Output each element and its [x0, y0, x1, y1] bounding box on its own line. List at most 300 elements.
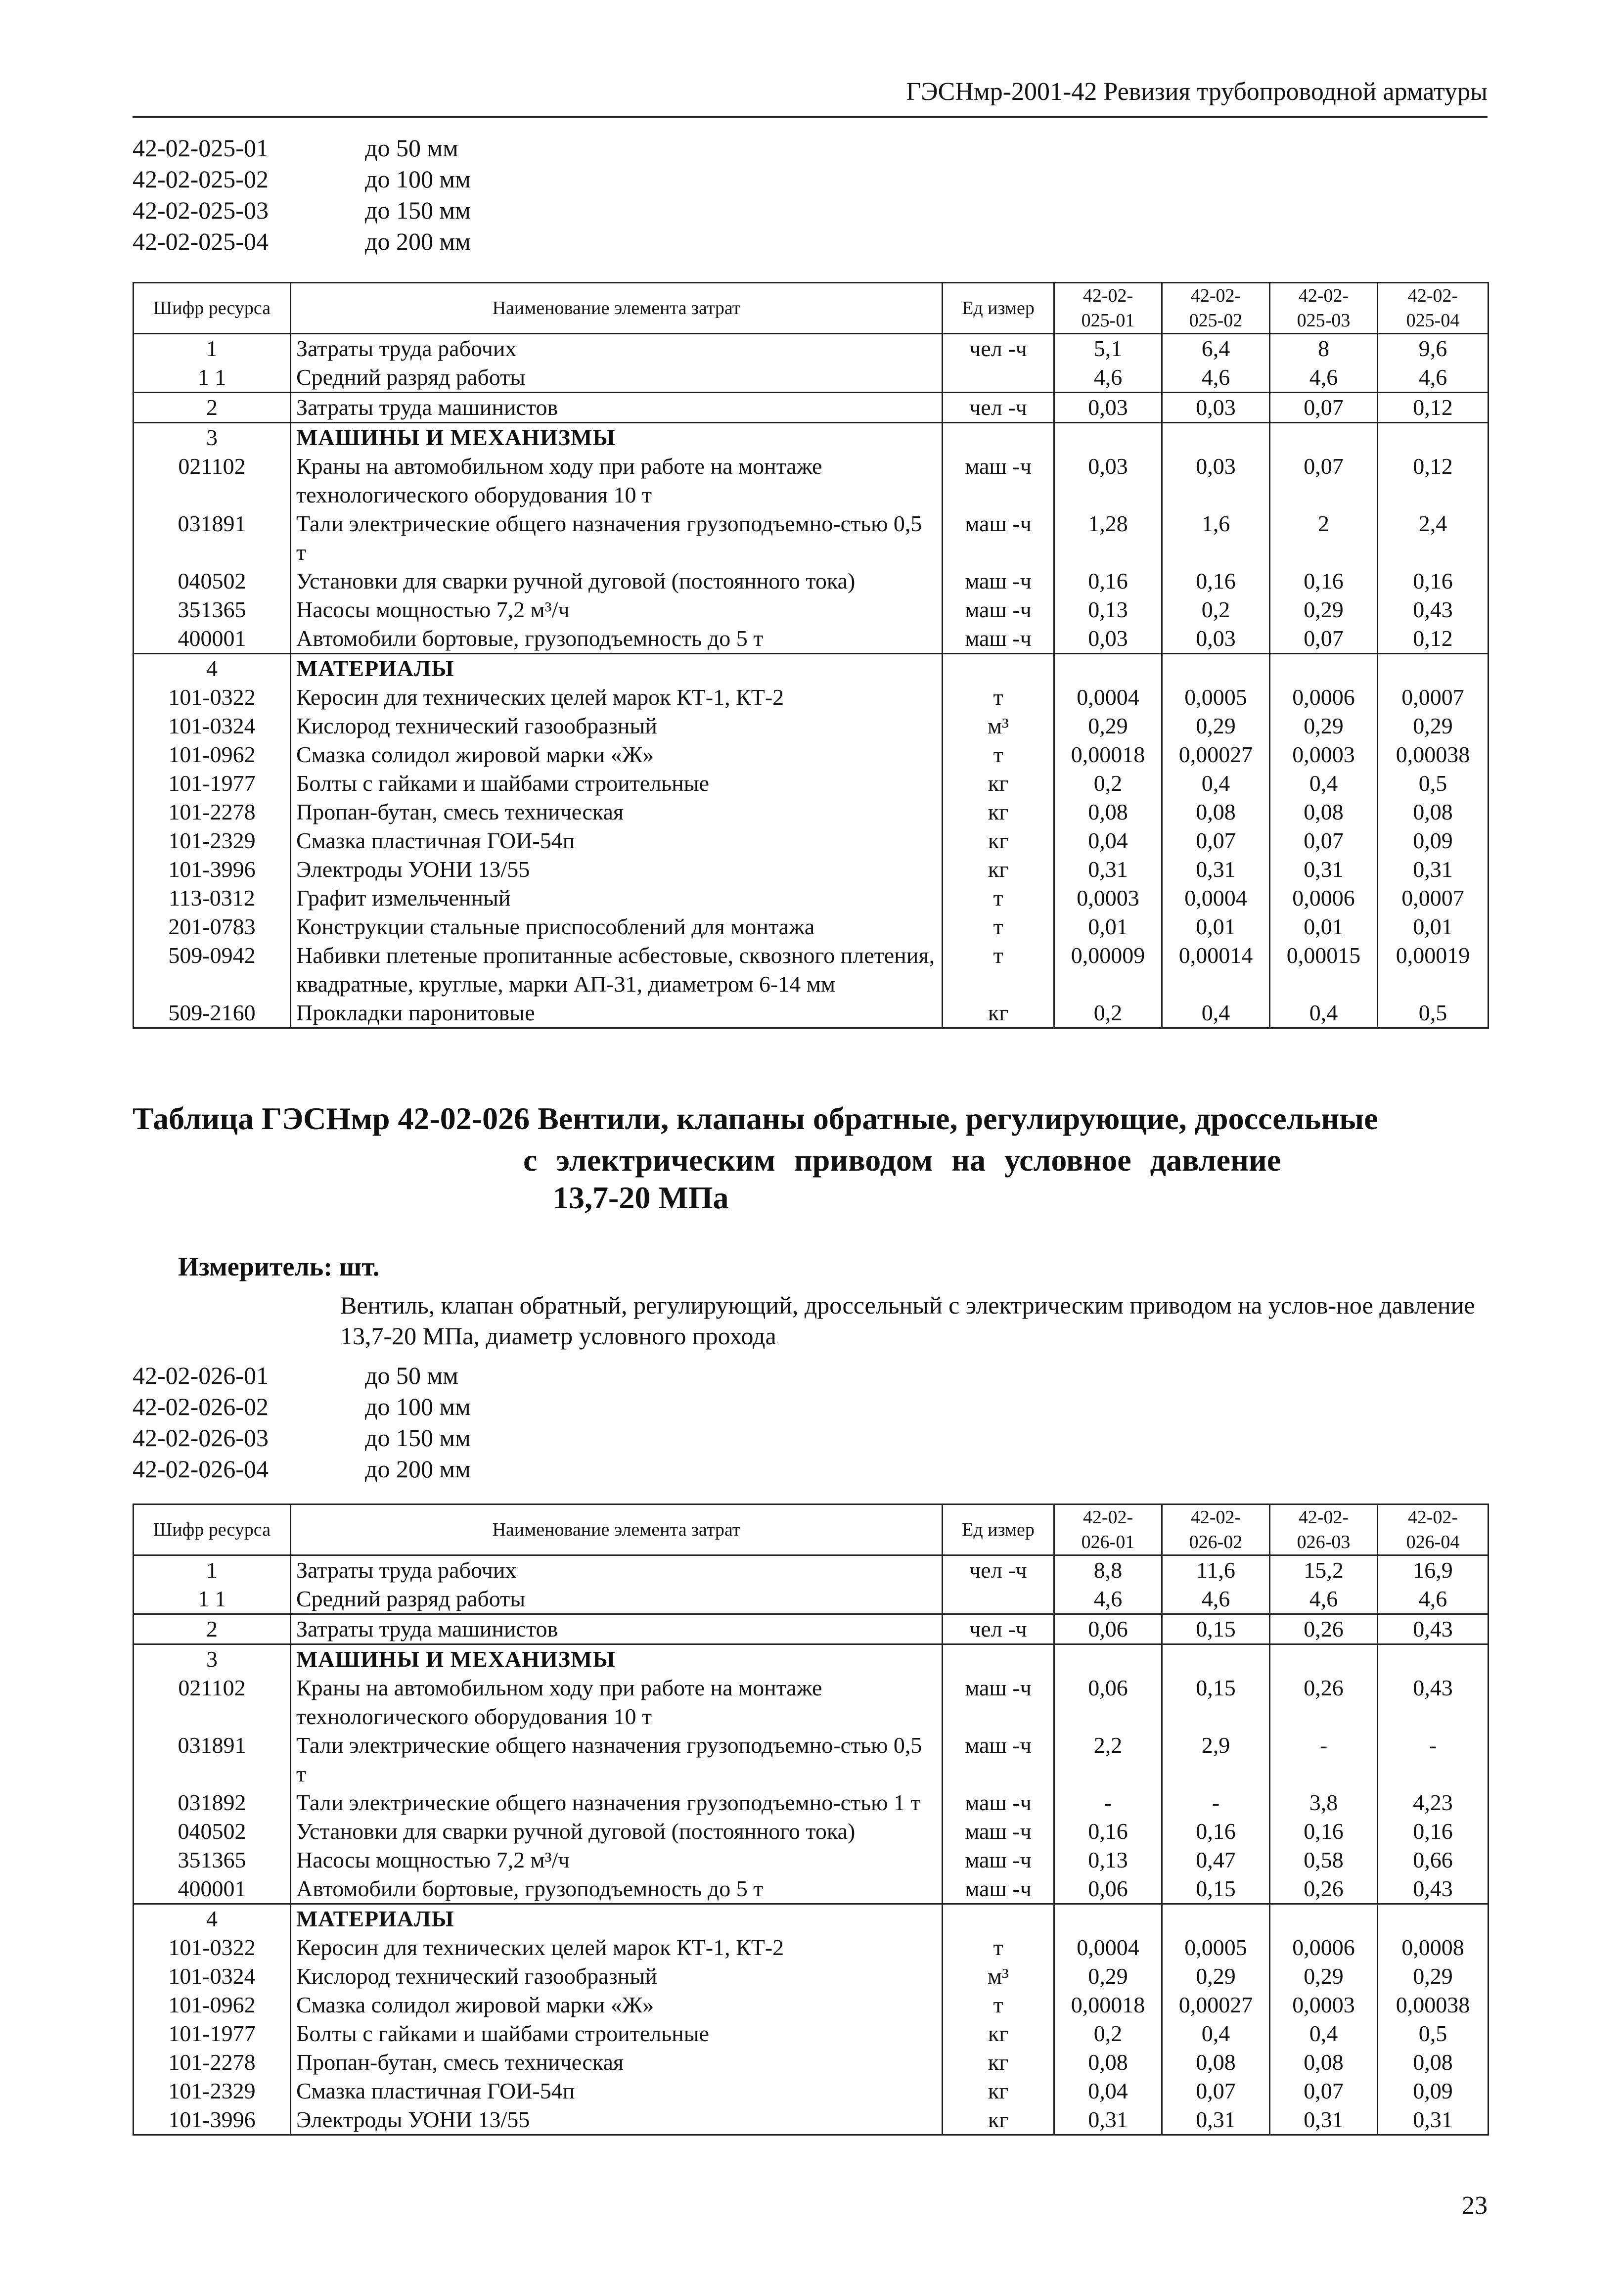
resource-value: 0,03 [1162, 452, 1270, 509]
resource-value: 0,29 [1162, 712, 1270, 740]
resource-unit: маш -ч [943, 567, 1054, 595]
resource-value [1054, 1644, 1162, 1674]
resource-value: 0,01 [1054, 912, 1162, 941]
resource-code: 351365 [134, 1846, 291, 1874]
page-header [133, 74, 1488, 118]
resource-value: 0,43 [1378, 1874, 1489, 1904]
resource-name: Средний разряд работы [291, 1585, 943, 1614]
resource-code: 101-2329 [134, 826, 291, 855]
resource-value: 16,9 [1378, 1555, 1489, 1585]
resource-code: 101-2278 [134, 2048, 291, 2077]
resource-value: 0,29 [1270, 595, 1378, 624]
resource-unit: т [943, 884, 1054, 912]
resource-value: 0,01 [1162, 912, 1270, 941]
resource-value: 4,6 [1270, 363, 1378, 393]
resource-name: Пропан-бутан, смесь техническая [291, 2048, 943, 2077]
resource-code: 031891 [134, 1731, 291, 1788]
resource-value: 0,00038 [1378, 740, 1489, 769]
resource-value: - [1270, 1731, 1378, 1788]
resource-value: 8,8 [1054, 1555, 1162, 1585]
resource-code: 101-3996 [134, 2105, 291, 2135]
resource-unit: кг [943, 798, 1054, 826]
resource-code: 509-2160 [134, 999, 291, 1028]
resource-value: 0,15 [1162, 1614, 1270, 1644]
resource-value: 0,08 [1270, 798, 1378, 826]
resource-name: Прокладки паронитовые [291, 999, 943, 1028]
resource-code: 3 [134, 1644, 291, 1674]
resource-code: 101-0322 [134, 1933, 291, 1962]
resource-value: 4,23 [1378, 1788, 1489, 1817]
column-header: Шифр ресурса [134, 283, 291, 334]
resource-code: 4 [134, 654, 291, 684]
resource-code: 021102 [134, 452, 291, 509]
resource-value: 0,0006 [1270, 884, 1378, 912]
resource-name: Смазка солидол жировой марки «Ж» [291, 1991, 943, 2019]
resource-unit: т [943, 1991, 1054, 2019]
table-row [134, 1731, 1489, 1788]
resource-name: Кислород технический газообразный [291, 712, 943, 740]
resource-value: - [1054, 1788, 1162, 1817]
resource-code: 2 [134, 1614, 291, 1644]
resource-value: 0,09 [1378, 2077, 1489, 2105]
resource-name: Набивки плетеные пропитанные асбестовые, сквозного плетения, квадратные, круглые, марки АП-31, диаметром 6-14 мм [291, 941, 943, 999]
meter-label: Измеритель: шт. [178, 1252, 380, 1281]
resource-value: 0,03 [1054, 393, 1162, 423]
variant-code: 42-02-026-04 [133, 1455, 269, 1483]
resource-value: 0,31 [1378, 2105, 1489, 2135]
resource-value: 0,31 [1378, 855, 1489, 884]
resource-name: Керосин для технических целей марок КТ-1, КТ-2 [291, 1933, 943, 1962]
resource-value: 0,03 [1162, 393, 1270, 423]
resource-value: 0,07 [1270, 826, 1378, 855]
resource-unit [943, 363, 1054, 393]
column-header: 42-02- 026-03 [1270, 1504, 1378, 1555]
table-row [134, 912, 1489, 941]
resource-name: Краны на автомобильном ходу при работе на монтаже технологического оборудования 10 т [291, 452, 943, 509]
resource-value: 0,47 [1162, 1846, 1270, 1874]
table-row [134, 393, 1489, 423]
section-row [134, 423, 1489, 453]
resource-code: 101-1977 [134, 2019, 291, 2048]
resource-name: Затраты труда машинистов [291, 393, 943, 423]
resource-code: 101-2329 [134, 2077, 291, 2105]
resource-value: 2,9 [1162, 1731, 1270, 1788]
resource-name: МАТЕРИАЛЫ [291, 1904, 943, 1934]
resource-value: 0,16 [1054, 1817, 1162, 1846]
resource-value: 0,08 [1378, 2048, 1489, 2077]
table-row [134, 1962, 1489, 1991]
variant-code: 42-02-026-02 [133, 1393, 269, 1420]
table-row [134, 595, 1489, 624]
resource-code: 1 [134, 1555, 291, 1585]
resource-value [1378, 423, 1489, 453]
resource-value: 0,29 [1378, 1962, 1489, 1991]
resource-value: 0,08 [1378, 798, 1489, 826]
variant-code: 42-02-025-03 [133, 196, 269, 224]
resource-unit: маш -ч [943, 624, 1054, 654]
resource-name: Болты с гайками и шайбами строительные [291, 2019, 943, 2048]
resource-code: 509-0942 [134, 941, 291, 999]
column-header: Ед измер [943, 1504, 1054, 1555]
resource-value: 0,04 [1054, 2077, 1162, 2105]
table-row [134, 1674, 1489, 1731]
resource-value: 0,16 [1378, 1817, 1489, 1846]
resource-value: 9,6 [1378, 334, 1489, 364]
resource-unit: м³ [943, 712, 1054, 740]
table-header-row [134, 283, 1489, 334]
resource-value: 0,29 [1378, 712, 1489, 740]
resource-value: 0,0003 [1270, 740, 1378, 769]
table-row [134, 1933, 1489, 1962]
resource-unit: т [943, 941, 1054, 999]
resource-value: 0,12 [1378, 624, 1489, 654]
resource-value: 0,00009 [1054, 941, 1162, 999]
resource-value: 0,5 [1378, 2019, 1489, 2048]
resource-unit: кг [943, 769, 1054, 798]
resource-name: Керосин для технических целей марок КТ-1, КТ-2 [291, 683, 943, 712]
table-row [134, 826, 1489, 855]
resource-value: 0,08 [1054, 2048, 1162, 2077]
resource-value: 0,0005 [1162, 683, 1270, 712]
resource-value: 0,4 [1270, 999, 1378, 1028]
resource-value: 0,12 [1378, 452, 1489, 509]
resource-value: 0,04 [1054, 826, 1162, 855]
table-row [134, 2019, 1489, 2048]
resource-code: 031892 [134, 1788, 291, 1817]
resource-value: 0,16 [1270, 567, 1378, 595]
resource-value: 0,43 [1378, 1614, 1489, 1644]
table-row [134, 452, 1489, 509]
resource-unit: маш -ч [943, 1874, 1054, 1904]
resource-name: Графит измельченный [291, 884, 943, 912]
resource-value: 0,31 [1054, 2105, 1162, 2135]
resource-code: 1 [134, 334, 291, 364]
table2-title-line2: с электрическим приводом на условное давление [523, 1142, 1281, 1178]
table-row [134, 712, 1489, 740]
column-header: 42-02- 025-01 [1054, 283, 1162, 334]
table2-title-line3: 13,7-20 МПа [553, 1180, 729, 1215]
resource-name: Тали электрические общего назначения грузоподъемно-стью 1 т [291, 1788, 943, 1817]
resource-value: 6,4 [1162, 334, 1270, 364]
resource-code: 201-0783 [134, 912, 291, 941]
resource-unit: кг [943, 2048, 1054, 2077]
resource-value: 11,6 [1162, 1555, 1270, 1585]
table-row [134, 1614, 1489, 1644]
resource-code: 351365 [134, 595, 291, 624]
resource-value: 0,07 [1270, 2077, 1378, 2105]
resource-value: 0,2 [1054, 769, 1162, 798]
resource-value: 0,16 [1162, 1817, 1270, 1846]
resource-unit: т [943, 912, 1054, 941]
resource-value: 0,31 [1270, 2105, 1378, 2135]
table-row [134, 2105, 1489, 2135]
table-row [134, 683, 1489, 712]
resource-name: Электроды УОНИ 13/55 [291, 2105, 943, 2135]
resource-value: 0,31 [1162, 2105, 1270, 2135]
resource-name: Краны на автомобильном ходу при работе на монтаже технологического оборудования 10 т [291, 1674, 943, 1731]
resource-code: 101-3996 [134, 855, 291, 884]
table-row [134, 567, 1489, 595]
resource-value: 0,26 [1270, 1614, 1378, 1644]
resource-value: 15,2 [1270, 1555, 1378, 1585]
variant-code: 42-02-025-02 [133, 165, 269, 193]
table-row [134, 798, 1489, 826]
column-header: 42-02- 025-03 [1270, 283, 1378, 334]
resource-unit: кг [943, 999, 1054, 1028]
table-row [134, 855, 1489, 884]
resource-value: 0,08 [1162, 2048, 1270, 2077]
table-row [134, 509, 1489, 567]
resource-unit: маш -ч [943, 1846, 1054, 1874]
resource-value: 0,03 [1054, 624, 1162, 654]
table-row [134, 769, 1489, 798]
table-row [134, 941, 1489, 999]
table-row [134, 1585, 1489, 1614]
resource-value: 0,00038 [1378, 1991, 1489, 2019]
resource-code: 4 [134, 1904, 291, 1934]
resource-value: 0,07 [1270, 452, 1378, 509]
resource-unit: т [943, 1933, 1054, 1962]
column-header: Шифр ресурса [134, 1504, 291, 1555]
resource-value: 0,31 [1270, 855, 1378, 884]
resource-name: Конструкции стальные приспособлений для монтажа [291, 912, 943, 941]
resource-code: 040502 [134, 1817, 291, 1846]
resource-value [1162, 1904, 1270, 1934]
variant-desc: до 50 мм [365, 1362, 458, 1389]
resource-value: 0,03 [1054, 452, 1162, 509]
column-header: 42-02- 025-02 [1162, 283, 1270, 334]
variant-desc: до 200 мм [365, 1455, 471, 1483]
resource-value: 0,2 [1162, 595, 1270, 624]
resource-value [1054, 423, 1162, 453]
resource-value: 0,29 [1270, 1962, 1378, 1991]
resource-value: 0,00019 [1378, 941, 1489, 999]
resource-value: 0,00015 [1270, 941, 1378, 999]
resource-unit: кг [943, 855, 1054, 884]
resource-name: Пропан-бутан, смесь техническая [291, 798, 943, 826]
resource-unit [943, 423, 1054, 453]
resource-name: Тали электрические общего назначения грузоподъемно-стью 0,5 т [291, 509, 943, 567]
resource-value [1162, 423, 1270, 453]
resource-table-2 [133, 1504, 1489, 2136]
table-row [134, 2048, 1489, 2077]
resource-value [1270, 1644, 1378, 1674]
column-header: Наименование элемента затрат [291, 283, 943, 334]
resource-value: 4,6 [1162, 1585, 1270, 1614]
resource-value: 0,16 [1162, 567, 1270, 595]
table-row [134, 1991, 1489, 2019]
resource-unit: чел -ч [943, 393, 1054, 423]
resource-name: Электроды УОНИ 13/55 [291, 855, 943, 884]
resource-name: Затраты труда машинистов [291, 1614, 943, 1644]
resource-unit: маш -ч [943, 509, 1054, 567]
resource-value: 4,6 [1270, 1585, 1378, 1614]
resource-unit: чел -ч [943, 1614, 1054, 1644]
resource-value [1270, 1904, 1378, 1934]
resource-value [1054, 1904, 1162, 1934]
resource-code: 1 1 [134, 363, 291, 393]
variant-desc: до 150 мм [365, 196, 471, 224]
resource-value: 0,07 [1162, 2077, 1270, 2105]
resource-code: 113-0312 [134, 884, 291, 912]
resource-value: 0,29 [1162, 1962, 1270, 1991]
resource-value: 2,4 [1378, 509, 1489, 567]
resource-code: 101-1977 [134, 769, 291, 798]
resource-value: 0,00027 [1162, 1991, 1270, 2019]
resource-value: 4,6 [1162, 363, 1270, 393]
resource-value: 3,8 [1270, 1788, 1378, 1817]
resource-value: 0,26 [1270, 1874, 1378, 1904]
variant-desc: до 150 мм [365, 1424, 471, 1452]
table-row [134, 1874, 1489, 1904]
resource-code: 1 1 [134, 1585, 291, 1614]
resource-value: 0,5 [1378, 769, 1489, 798]
resource-value: 0,13 [1054, 1846, 1162, 1874]
resource-unit: маш -ч [943, 1674, 1054, 1731]
resource-value: 0,00018 [1054, 740, 1162, 769]
resource-value: 1,6 [1162, 509, 1270, 567]
variant-desc: до 100 мм [365, 165, 471, 193]
variant-code: 42-02-025-04 [133, 228, 269, 255]
column-header: 42-02- 026-04 [1378, 1504, 1489, 1555]
resource-name: МАШИНЫ И МЕХАНИЗМЫ [291, 423, 943, 453]
resource-value: 4,6 [1054, 363, 1162, 393]
resource-unit: маш -ч [943, 595, 1054, 624]
table2-description: Вентиль, клапан обратный, регулирующий, дроссельный с электрическим приводом на услов-ное давление 13,7-20 МПа, диаметр условного прохода [340, 1291, 1475, 1350]
resource-value: 0,2 [1054, 2019, 1162, 2048]
table-row [134, 624, 1489, 654]
table-row [134, 999, 1489, 1028]
resource-unit [943, 654, 1054, 684]
resource-value: 0,31 [1054, 855, 1162, 884]
resource-value: 0,0004 [1162, 884, 1270, 912]
resource-unit: маш -ч [943, 452, 1054, 509]
resource-value: 0,4 [1270, 2019, 1378, 2048]
resource-unit: чел -ч [943, 1555, 1054, 1585]
resource-unit: маш -ч [943, 1731, 1054, 1788]
resource-value: 0,08 [1162, 798, 1270, 826]
resource-value [1270, 423, 1378, 453]
resource-unit: кг [943, 2105, 1054, 2135]
column-header: Ед измер [943, 283, 1054, 334]
variant-desc: до 100 мм [365, 1393, 471, 1420]
variant-code: 42-02-026-01 [133, 1362, 269, 1389]
resource-value: 0,0005 [1162, 1933, 1270, 1962]
resource-value: 0,00018 [1054, 1991, 1162, 2019]
resource-value: 4,6 [1054, 1585, 1162, 1614]
section-row [134, 1904, 1489, 1934]
resource-value: 0,31 [1162, 855, 1270, 884]
resource-code: 101-0962 [134, 1991, 291, 2019]
resource-value: 0,0007 [1378, 884, 1489, 912]
resource-value: 0,08 [1270, 2048, 1378, 2077]
resource-name: Установки для сварки ручной дуговой (постоянного тока) [291, 1817, 943, 1846]
resource-unit: м³ [943, 1962, 1054, 1991]
resource-value: 0,00014 [1162, 941, 1270, 999]
table2-title-line1: Таблица ГЭСНмр 42-02-026 Вентили, клапаны обратные, регулирующие, дроссельные [133, 1101, 1378, 1136]
resource-value [1162, 654, 1270, 684]
resource-name: Смазка пластичная ГОИ-54п [291, 826, 943, 855]
resource-code: 101-2278 [134, 798, 291, 826]
column-header: 42-02- 025-04 [1378, 283, 1489, 334]
resource-code: 2 [134, 393, 291, 423]
section-row [134, 654, 1489, 684]
resource-unit: кг [943, 2019, 1054, 2048]
resource-code: 3 [134, 423, 291, 453]
resource-value: 0,06 [1054, 1874, 1162, 1904]
resource-value: - [1378, 1731, 1489, 1788]
resource-value: 1,28 [1054, 509, 1162, 567]
variant-desc: до 200 мм [365, 228, 471, 255]
resource-value: 0,16 [1054, 567, 1162, 595]
resource-value [1162, 1644, 1270, 1674]
resource-value: 8 [1270, 334, 1378, 364]
resource-value: 0,12 [1378, 393, 1489, 423]
resource-unit: кг [943, 826, 1054, 855]
resource-name: Средний разряд работы [291, 363, 943, 393]
resource-value: 2 [1270, 509, 1378, 567]
resource-value: 0,0004 [1054, 1933, 1162, 1962]
resource-value: 0,01 [1270, 912, 1378, 941]
resource-value: 0,0004 [1054, 683, 1162, 712]
resource-value: 0,16 [1270, 1817, 1378, 1846]
resource-name: Затраты труда рабочих [291, 1555, 943, 1585]
section-row [134, 1644, 1489, 1674]
resource-value [1378, 1644, 1489, 1674]
resource-value: 0,4 [1270, 769, 1378, 798]
resource-value: 0,16 [1378, 567, 1489, 595]
resource-value: 0,29 [1270, 712, 1378, 740]
resource-name: Смазка солидол жировой марки «Ж» [291, 740, 943, 769]
resource-value: 0,03 [1162, 624, 1270, 654]
table-row [134, 334, 1489, 364]
resource-value: 0,0003 [1054, 884, 1162, 912]
resource-value: 0,07 [1270, 393, 1378, 423]
resource-value: 0,08 [1054, 798, 1162, 826]
resource-value: 0,0007 [1378, 683, 1489, 712]
resource-value: 0,0008 [1378, 1933, 1489, 1962]
resource-value: 0,4 [1162, 999, 1270, 1028]
resource-name: Кислород технический газообразный [291, 1962, 943, 1991]
variant-code: 42-02-025-01 [133, 134, 269, 162]
resource-value: 0,26 [1270, 1674, 1378, 1731]
resource-name: Затраты труда рабочих [291, 334, 943, 364]
resource-value: 0,4 [1162, 769, 1270, 798]
column-header: 42-02- 026-01 [1054, 1504, 1162, 1555]
header-title: ГЭСНмр-2001-42 Ревизия трубопроводной арматуры [906, 78, 1488, 106]
resource-value [1378, 1904, 1489, 1934]
resource-unit: маш -ч [943, 1817, 1054, 1846]
resource-value: 4,6 [1378, 363, 1489, 393]
resource-value: - [1162, 1788, 1270, 1817]
resource-name: Установки для сварки ручной дуговой (постоянного тока) [291, 567, 943, 595]
resource-value: 0,07 [1270, 624, 1378, 654]
resource-value: 2,2 [1054, 1731, 1162, 1788]
resource-value: 0,5 [1378, 999, 1489, 1028]
column-header: Наименование элемента затрат [291, 1504, 943, 1555]
table-row [134, 884, 1489, 912]
resource-value: 0,43 [1378, 595, 1489, 624]
table-row [134, 1817, 1489, 1846]
resource-code: 101-0322 [134, 683, 291, 712]
variant-code: 42-02-026-03 [133, 1424, 269, 1452]
resource-value: 0,58 [1270, 1846, 1378, 1874]
table-row [134, 740, 1489, 769]
resource-name: Болты с гайками и шайбами строительные [291, 769, 943, 798]
table-row [134, 1846, 1489, 1874]
resource-table-1 [133, 282, 1489, 1029]
resource-name: МАШИНЫ И МЕХАНИЗМЫ [291, 1644, 943, 1674]
